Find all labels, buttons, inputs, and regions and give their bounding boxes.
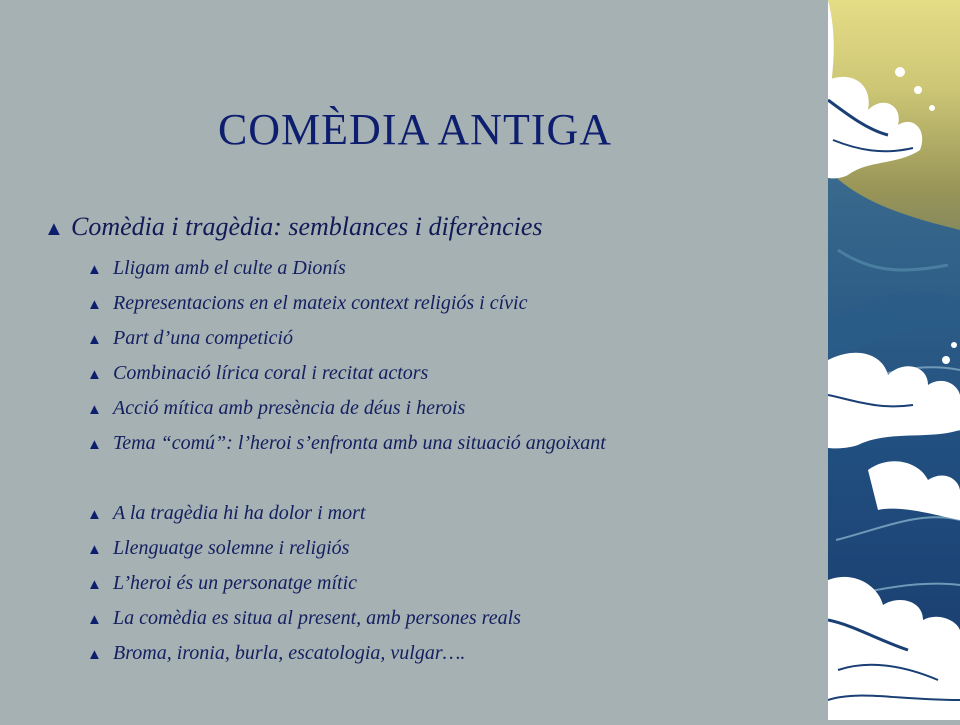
bullet-marker-icon: ▲ <box>87 402 102 418</box>
similarity-item <box>87 362 428 385</box>
similarity-item <box>87 432 606 455</box>
similarity-item <box>87 292 527 315</box>
difference-item <box>87 572 357 595</box>
similarity-item <box>87 397 465 420</box>
main-bullet <box>44 212 543 242</box>
similarity-item <box>87 257 346 280</box>
bullet-marker-icon: ▲ <box>87 437 102 453</box>
difference-text: Broma, ironia, burla, escatologia, vulgar…. <box>113 642 466 664</box>
similarity-text: Combinació lírica coral i recitat actors <box>113 362 429 384</box>
difference-item <box>87 607 521 630</box>
bullet-marker-icon: ▲ <box>87 647 102 663</box>
slide-title: COMÈDIA ANTIGA <box>217 105 613 154</box>
great-wave-illustration <box>828 0 960 720</box>
difference-item <box>87 537 349 560</box>
similarity-text: Representacions en el mateix context religiós i cívic <box>113 292 528 314</box>
difference-text: La comèdia es situa al present, amb persones reals <box>113 607 521 629</box>
difference-text: L’heroi és un personatge mític <box>113 572 358 594</box>
difference-item <box>87 502 365 525</box>
difference-text: Llenguatge solemne i religiós <box>113 537 350 559</box>
similarity-text: Tema “comú”: l’heroi s’enfronta amb una situació angoixant <box>113 432 606 454</box>
bullet-marker-icon: ▲ <box>87 297 102 313</box>
bullet-marker-icon: ▲ <box>87 577 102 593</box>
main-bullet-text: Comèdia i tragèdia: semblances i diferències <box>71 212 543 241</box>
bullet-marker-icon: ▲ <box>87 262 102 278</box>
bullet-marker-icon: ▲ <box>87 332 102 348</box>
similarity-text: Acció mítica amb presència de déus i herois <box>113 397 466 419</box>
bullet-marker-icon: ▲ <box>44 218 64 240</box>
difference-text: A la tragèdia hi ha dolor i mort <box>113 502 366 524</box>
similarity-text: Lligam amb el culte a Dionís <box>113 257 346 279</box>
bullet-marker-icon: ▲ <box>87 542 102 558</box>
wave-icon <box>828 0 960 720</box>
difference-item <box>87 642 465 665</box>
bullet-marker-icon: ▲ <box>87 612 102 628</box>
bullet-marker-icon: ▲ <box>87 507 102 523</box>
similarity-text: Part d’una competició <box>113 327 293 349</box>
bullet-marker-icon: ▲ <box>87 367 102 383</box>
similarity-item <box>87 327 293 350</box>
